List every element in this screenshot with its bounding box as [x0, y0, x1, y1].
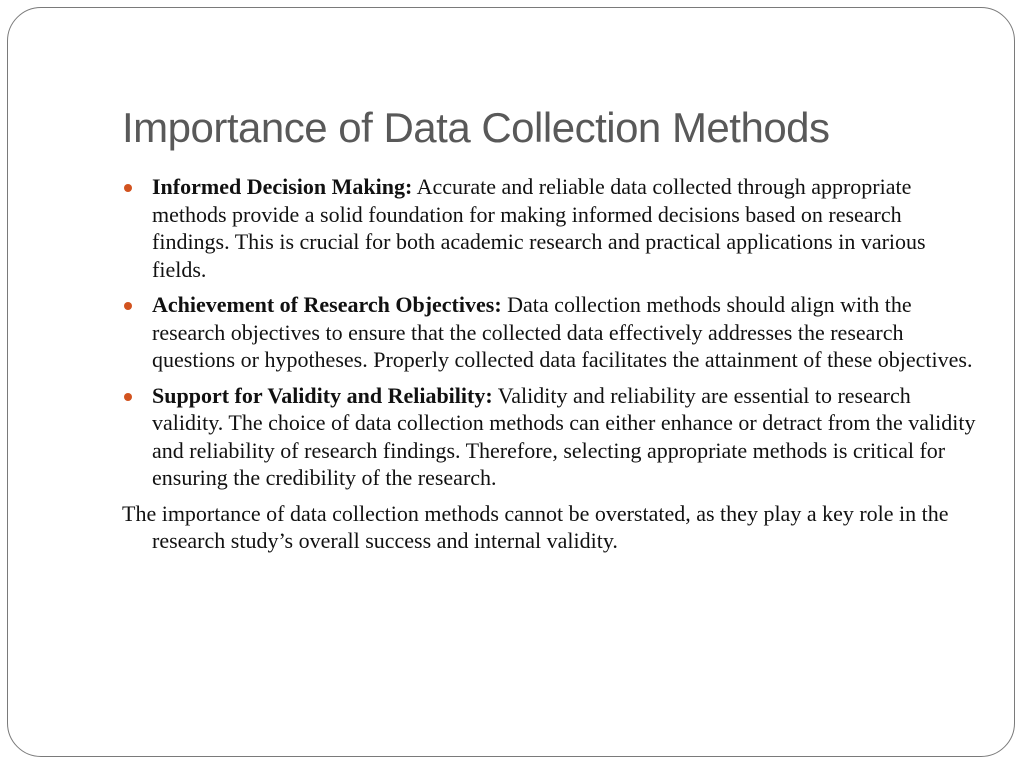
bullet-body: Validity and reliability are essential to research validity. The choice of data collection methods can either enhance or detract from the validity and reliability of research findings. Therefore, selecting appropriate methods is critical for ensuring the credibility of the research.	[152, 382, 976, 490]
slide-title: Importance of Data Collection Methods	[122, 104, 830, 151]
bullet-text	[152, 382, 978, 492]
bullet-body: Accurate and reliable data collected through appropriate methods provide a solid foundation for making informed decisions based on research findings. This is crucial for both academic research and practical applications in various fields.	[152, 174, 926, 282]
slide-body	[122, 173, 978, 555]
bullet-item-research-objectives	[122, 291, 978, 374]
bullet-dot-icon	[124, 184, 132, 192]
bullet-body: Data collection methods should align with the research objectives to ensure that the collected data effectively addresses the research questions or hypotheses. Properly collected data facilitates the attainment of these objectives.	[152, 292, 973, 372]
bullet-dot-icon	[124, 302, 132, 310]
bullet-list	[122, 173, 978, 492]
bullet-item-informed-decision-making	[122, 173, 978, 283]
slide-frame	[7, 7, 1015, 757]
bullet-lead: Support for Validity and Reliability:	[152, 382, 493, 408]
bullet-text	[152, 291, 978, 374]
closing-paragraph: The importance of data collection methods cannot be overstated, as they play a key role in the research study’s overall success and internal validity.	[122, 500, 949, 553]
bullet-text	[152, 173, 978, 283]
bullet-lead: Achievement of Research Objectives:	[152, 292, 502, 317]
bullet-item-validity-reliability	[122, 382, 978, 492]
bullet-dot-icon	[124, 393, 132, 401]
bullet-lead: Informed Decision Making:	[152, 174, 413, 199]
